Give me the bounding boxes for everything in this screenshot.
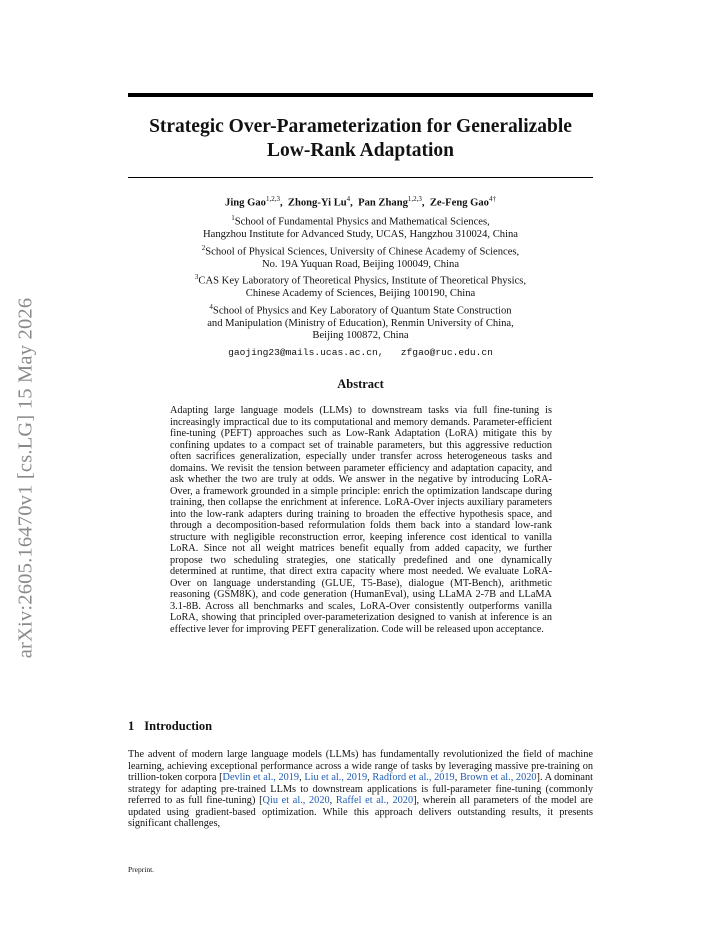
author-name: Zhong-Yi Lu [287,197,347,209]
author-affiliation-marker: 1,2,3 [265,195,280,203]
affiliation-line: CAS Key Laboratory of Theoretical Physics, Institute of Theoretical Physics, [198,275,527,287]
affiliation-line: School of Physical Sciences, University of Chinese Academy of Sciences, [205,246,520,258]
body-text: ], wherein all parameters of the model are updated using gradient-based optimization. While this approach delivers outstanding results, it presents significant challenges, [128,795,593,829]
citation-link[interactable]: Brown et al., 2020 [459,772,537,783]
paper-title [128,115,593,163]
body-text: The advent of modern large language models (LLMs) has fundamentally revolutionized the field of machine learning, achieving exceptional performance across a wide range of tasks by leveraging massive pre-training on trillion-token corpora [ [128,749,593,783]
arxiv-identifier: arXiv:2605.16470v1 [cs.LG] 15 May 2026 [14,297,37,659]
affiliation-line: and Manipulation (Ministry of Education), Renmin University of China, [207,317,514,329]
title-line-2: Low-Rank Adaptation [267,140,454,161]
author-name: Pan Zhang [358,197,408,209]
affiliation-line: School of Fundamental Physics and Mathematical Sciences, [234,216,490,228]
affiliation-2 [128,242,593,272]
title-line-1: Strategic Over-Parameterization for Generalizable [149,116,572,137]
author-block [128,193,593,359]
author-affiliation-marker: 4† [488,195,496,203]
section-title: Introduction [144,719,213,733]
author-name: Jing Gao [225,197,266,209]
citation-link[interactable]: Liu et al., 2019 [304,772,368,783]
affiliation-line: Hangzhou Institute for Advanced Study, UCAS, Hangzhou 310024, China [202,229,519,241]
affiliation-1 [128,212,593,242]
abstract-heading: Abstract [337,377,384,391]
author-affiliation-marker: 4 [346,195,351,203]
abstract-text: Adapting large language models (LLMs) to downstream tasks via full fine-tuning is increasingly impractical due to its computational and memory demands. Parameter-efficient fine-tuning (PEFT) approaches such as Low-Rank Adaptation (LoRA) mitigate this by confining updates to a compact set of trainable parameters, but this aggressive reduction often sacrifices generalization, especially under transfer across heterogeneous tasks and domains. We revisit the tension between parameter efficiency and adaptation capacity, and ask whether the two are truly at odds. We answer in the negative by introducing LoRA-Over, a framework grounded in a simple principle: enrich the optimization landscape during training, then collapse the enrichment at inference. LoRA-Over injects auxiliary parameters into the low-rank adapters during training to broaden the effective hypothesis space, and through a decomposition-based reformulation folds them back into a standard low-rank structure with negligible reconstruction error, keeping inference cost identical to vanilla LoRA. Since not all weight matrices benefit equally from added capacity, we further propose two scheduling strategies, one statically predefined and one dynamically determined at runtime, that direct extra capacity where most needed. We evaluate LoRA-Over on language understanding (GLUE, T5-Base), dialogue (MT-Bench), arithmetic reasoning (GSM8K), and code generation (HumanEval), using LLaMA 2-7B and LLaMA 3.1-8B. Across all benchmarks and scales, LoRA-Over consistently outperforms vanilla LoRA, showing that principled over-parameterization designed to vanish at inference is an effective lever for improving PEFT generalization. Code will be released upon acceptance. [170,405,552,635]
affiliation-marker: 1 [231,214,235,223]
citation-link[interactable]: Devlin et al., 2019 [222,772,300,783]
body-text: ]. A dominant strategy for adapting pre-trained LLMs to downstream applications is full-parameter fine-tuning (commonly referred to as full fine-tuning) [ [128,772,594,806]
affiliation-line: No. 19A Yuquan Road, Beijing 100049, China [261,258,460,270]
affiliation-3 [128,271,593,301]
body-text: , [329,795,336,806]
author-emails [128,347,593,360]
affiliation-line: Chinese Academy of Sciences, Beijing 100190, China [245,288,476,300]
affiliation-marker: 3 [194,273,199,282]
affiliation-4 [128,301,593,343]
affiliation-line: School of Physics and Key Laboratory of Quantum State Construction [212,305,512,317]
affiliation-marker: 2 [201,243,206,252]
citation-link[interactable]: Radford et al., 2019 [372,772,455,783]
introduction-paragraph [128,749,593,830]
title-bottom-rule [128,177,593,178]
author-name: Ze-Feng Gao [429,197,489,209]
title-top-rule [128,93,593,97]
section-number: 1 [128,719,135,733]
body-text: , [367,772,373,783]
body-text: , [299,772,305,783]
author-affiliation-marker: 1,2,3 [407,195,422,203]
citation-link[interactable]: Raffel et al., 2020 [335,795,414,806]
citation-link[interactable]: Qiu et al., 2020 [262,795,330,806]
section-heading-introduction [128,719,212,734]
affiliation-line: Beijing 100872, China [312,330,409,342]
email-address[interactable]: zfgao@ruc.edu.cn [400,346,493,358]
author-names: Jing Gao$^{1,2,3}$, Zhong-Yi Lu$^4$, Pan Zhang$^{1,2,3}$, Ze-Feng Gao$^{4\dagger}$ [225,195,496,209]
email-address[interactable]: gaojing23@mails.ucas.ac.cn, [228,346,384,358]
preprint-footer: Preprint. [128,865,155,874]
body-text: , [454,772,460,783]
arxiv-sidebar-stamp [6,278,46,678]
affiliation-marker: 4 [209,302,213,311]
